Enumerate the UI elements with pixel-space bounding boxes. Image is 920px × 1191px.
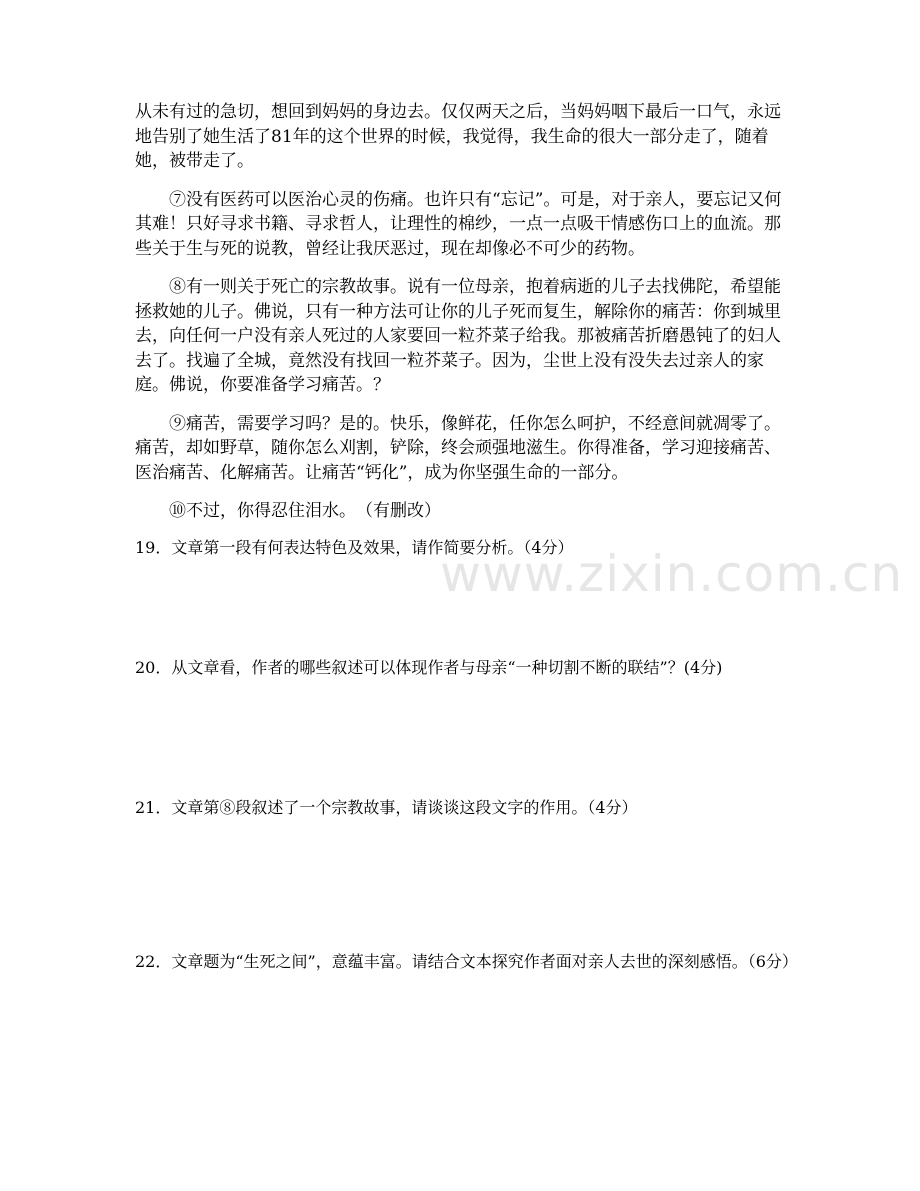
passage-paragraph-8: ⑧有一则关于死亡的宗教故事。说有一位母亲，抱着病逝的儿子去找佛陀，希望能拯救她的儿子。佛说，只有一种方法可让你的儿子死而复生，解除你的痛苦：你到城里去，向任何一户没有亲人死过的人家要回一粒芥菜子给我。那被痛苦折磨愚钝了的妇人去了。找遍了全城，竟然没有找回一粒芥菜子。因为，尘世上没有没失去过亲人的家庭。佛说，你要准备学习痛苦。？ bbox=[135, 277, 781, 395]
passage-paragraph-9: ⑨痛苦，需要学习吗？是的。快乐，像鲜花，任你怎么呵护，不经意间就凋零了。痛苦，却如野草，随你怎么刈割，铲除，终会顽强地滋生。你得准备，学习迎接痛苦、医治痛苦、化解痛苦。让痛苦“钙化”，成为你坚强生命的一部分。 bbox=[135, 413, 781, 483]
document-page bbox=[135, 100, 798, 974]
watermark-text: www.zixin.com.cn bbox=[440, 545, 904, 603]
passage-paragraph-continuation: 从未有过的急切，想回到妈妈的身边去。仅仅两天之后，当妈妈咽下最后一口气，永远地告别了她生活了81年的这个世界的时候，我觉得，我生命的很大一部分走了，随着她，被带走了。 bbox=[135, 102, 781, 171]
question-19: 19．文章第一段有何表达特色及效果，请作简要分析。（4分） bbox=[135, 537, 574, 557]
passage-paragraph-10: ⑩不过，你得忍住泪水。 （有删改） bbox=[169, 501, 441, 521]
question-21: 21．文章第⑧段叙述了一个宗教故事，请谈谈这段文字的作用。（4分） bbox=[135, 797, 638, 817]
question-20: 20．从文章看，作者的哪些叙述可以体现作者与母亲“一种切割不断的联结”？(4分) bbox=[135, 657, 723, 677]
question-22: 22．文章题为“生死之间”，意蕴丰富。请结合文本探究作者面对亲人去世的深刻感悟。（6分） bbox=[135, 951, 798, 971]
passage-paragraph-7: ⑦没有医药可以医治心灵的伤痛。也许只有“忘记”。可是，对于亲人，要忘记又何其难！只好寻求书籍、寻求哲人，让理性的棉纱，一点一点吸干情感伤口上的血流。那些关于生与死的说教，曾经让我厌恶过，现在却像必不可少的药物。 bbox=[135, 189, 782, 259]
